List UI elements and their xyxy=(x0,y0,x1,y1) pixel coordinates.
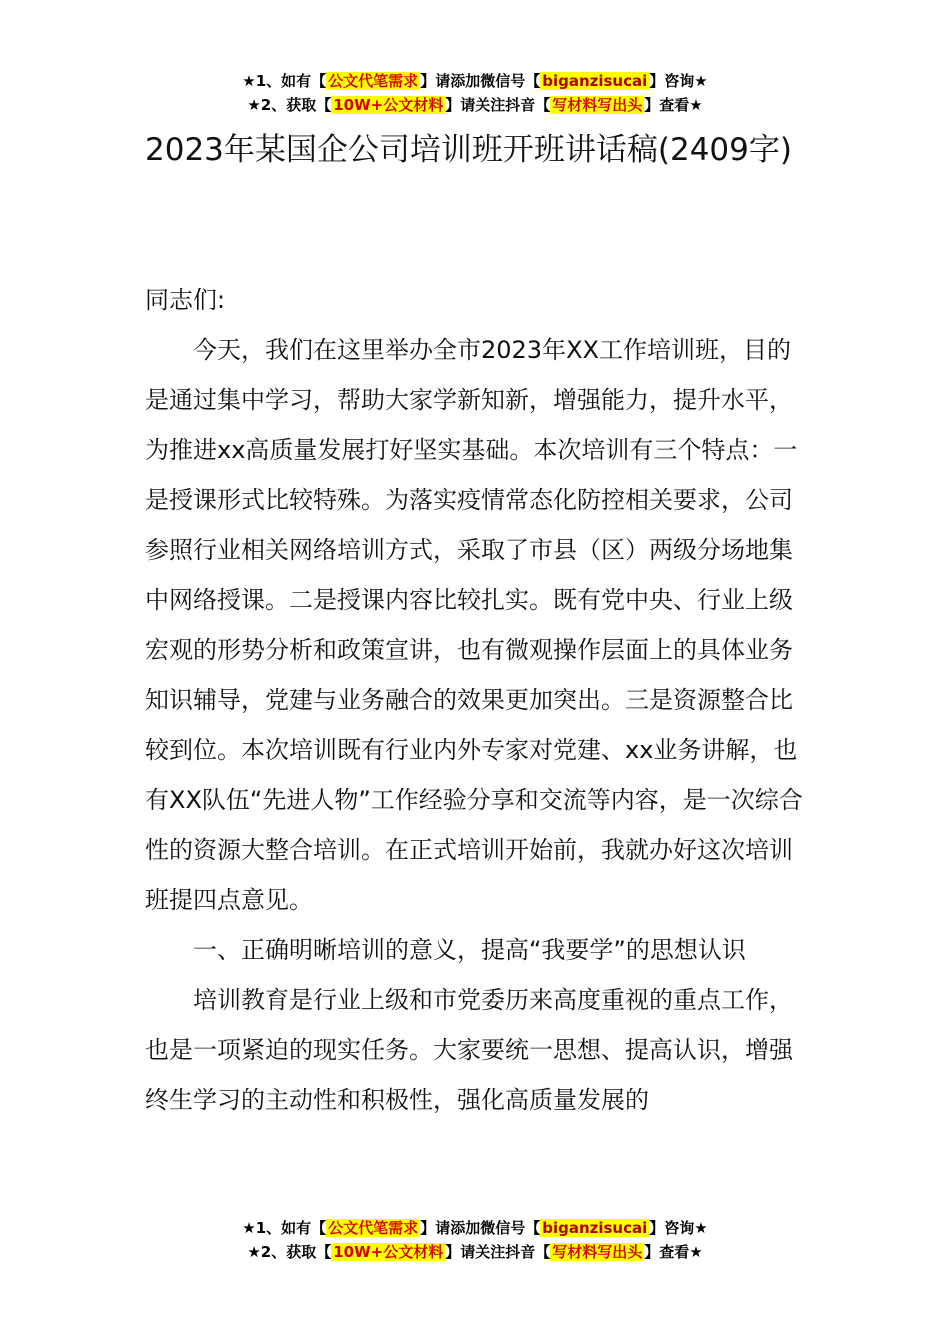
bottom-banner xyxy=(0,1217,950,1265)
banner-highlight: 公文代笔需求 xyxy=(328,1219,419,1237)
banner-text: 】咨询★ xyxy=(649,72,708,90)
banner-text: 】咨询★ xyxy=(649,1219,708,1237)
banner-text: 】请添加微信号【 xyxy=(420,72,541,90)
banner-highlight: 写材料写出头 xyxy=(552,96,643,114)
banner-text: ★2、获取【 xyxy=(247,1243,332,1261)
paragraph: 培训教育是行业上级和市党委历来高度重视的重点工作，也是一项紧迫的现实任务。大家要统一思想、提高认识，增强终生学习的主动性和积极性，强化高质量发展的 xyxy=(145,986,793,1114)
banner-line-1 xyxy=(0,70,950,94)
banner-text: 】请关注抖音【 xyxy=(445,1243,551,1261)
paragraph: 今天，我们在这里举办全市2023年XX工作培训班，目的是通过集中学习，帮助大家学新知新，增强能力，提升水平，为推进xx高质量发展打好坚实基础。本次培训有三个特点：一是授课形式比较特殊。为落实疫情常态化防控相关要求，公司参照行业相关网络培训方式，采取了市县（区）两级分场地集中网络授课。二是授课内容比较扎实。既有党中央、行业上级宏观的形势分析和政策宣讲，也有微观操作层面上的具体业务知识辅导，党建与业务融合的效果更加突出。三是资源整合比较到位。本次培训既有行业内外专家对党建、xx业务讲解，也有XX队伍“先进人物”工作经验分享和交流等内容，是一次综合性的资源大整合培训。在正式培训开始前，我就办好这次培训班提四点意见。 xyxy=(145,336,803,914)
section-heading: 一、正确明晰培训的意义，提高“我要学”的思想认识 xyxy=(193,936,746,964)
document-body xyxy=(145,275,810,1125)
banner-text: ★1、如有【 xyxy=(242,1219,327,1237)
banner-line-1 xyxy=(0,1217,950,1241)
banner-text: 】请关注抖音【 xyxy=(445,96,551,114)
banner-highlight: 写材料写出头 xyxy=(552,1243,643,1261)
banner-highlight: biganzisucai xyxy=(542,1219,648,1237)
banner-highlight: 10W+公文材料 xyxy=(333,1243,444,1261)
salutation: 同志们: xyxy=(145,286,226,314)
banner-line-2 xyxy=(0,1241,950,1265)
banner-highlight: biganzisucai xyxy=(542,72,648,90)
banner-highlight: 公文代笔需求 xyxy=(328,72,419,90)
document-title: 2023年某国企公司培训班开班讲话稿(2409字) xyxy=(145,132,792,168)
banner-text: 】查看★ xyxy=(644,1243,703,1261)
banner-text: ★2、获取【 xyxy=(247,96,332,114)
top-banner xyxy=(0,70,950,118)
banner-text: ★1、如有【 xyxy=(242,72,327,90)
banner-line-2 xyxy=(0,94,950,118)
banner-text: 】请添加微信号【 xyxy=(420,1219,541,1237)
banner-highlight: 10W+公文材料 xyxy=(333,96,444,114)
banner-text: 】查看★ xyxy=(644,96,703,114)
